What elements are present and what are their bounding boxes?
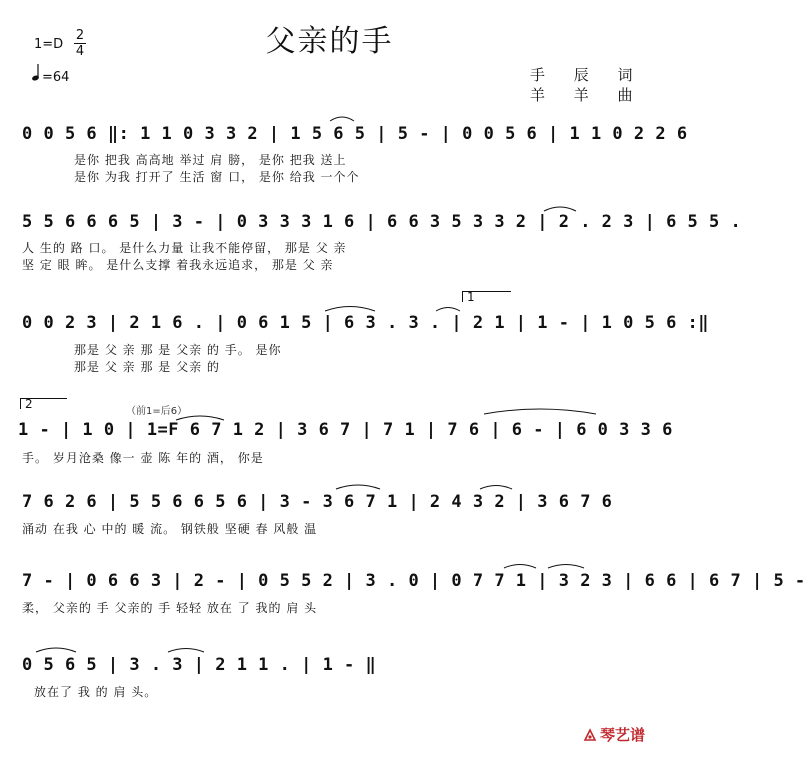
site-logo-text: 琴艺谱 <box>599 726 645 744</box>
notation-row-1: 0 0 5 6 ‖: 1 1 0 3 3 2 | 1 5 6 5 | 5 - | 0 0 5 6 | 1 1 0 2 2 6 <box>22 124 688 144</box>
lyricist-credit: 手 辰 词 <box>530 66 645 84</box>
notation-row-4: 1 - | 1 0 | 1=F 6 7 1 2 | 3 6 7 | 7 1 | 7 6 | 6 - | 6 0 3 3 6 <box>18 420 673 440</box>
time-signature-top: 2 <box>75 28 85 43</box>
lyric-row-5: 涌动 在我 心 中的 暖 流。 钢铁般 坚硬 春 风般 温 <box>22 522 318 536</box>
lyric-row-1-verse-2: 是你 为我 打开了 生活 窗 口， 是你 给我 一个个 <box>74 170 360 184</box>
lyric-row-3-verse-1: 那是 父 亲 那 是 父亲 的 手。 是你 <box>74 343 282 357</box>
lyric-row-2-verse-2: 坚 定 眼 眸。 是什么支撑 着我永远追求， 那是 父 亲 <box>22 258 334 272</box>
lyric-row-4: 手。 岁月沧桑 像一 壶 陈 年的 酒， 你是 <box>22 451 264 465</box>
time-signature-bottom: 4 <box>75 44 85 59</box>
music-logo-icon <box>583 728 597 742</box>
composer-credit: 羊 羊 曲 <box>530 86 645 104</box>
modulation-note: （前1=后6） <box>126 406 188 417</box>
notation-row-3: 0 0 2 3 | 2 1 6 . | 0 6 1 5 | 6 3 . 3 . | 2 1 | 1 - | 1 0 5 6 :‖ <box>22 313 710 333</box>
lyric-row-7: 放在了 我 的 肩 头。 <box>34 685 158 699</box>
notation-row-5: 7 6 2 6 | 5 5 6 6 5 6 | 3 - 3 6 7 1 | 2 4 3 2 | 3 6 7 6 <box>22 492 613 512</box>
lyric-row-1-verse-1: 是你 把我 高高地 举过 肩 膀， 是你 把我 送上 <box>74 153 347 167</box>
song-title: 父亲的手 <box>265 24 394 59</box>
notation-row-6: 7 - | 0 6 6 3 | 2 - | 0 5 5 2 | 3 . 0 | 0 7 7 1 | 3 2 3 | 6 6 | 6 7 | 5 - <box>22 571 806 591</box>
site-logo <box>583 724 645 745</box>
lyric-row-3-verse-2: 那是 父 亲 那 是 父亲 的 <box>74 360 220 374</box>
volta-1-number: 1 <box>467 290 475 304</box>
lyric-row-2-verse-1: 人 生的 路 口。 是什么力量 让我不能停留， 那是 父 亲 <box>22 241 347 255</box>
lyric-row-6: 柔， 父亲的 手 父亲的 手 轻轻 放在 了 我的 肩 头 <box>22 601 318 615</box>
volta-2-number: 2 <box>25 397 33 411</box>
tempo-value: =64 <box>42 70 70 85</box>
notation-row-7: 0 5 6 5 | 3 . 3 | 2 1 1 . | 1 - ‖ <box>22 655 377 675</box>
key-signature: 1=D <box>34 37 64 52</box>
notation-row-2: 5 5 6 6 6 5 | 3 - | 0 3 3 3 1 6 | 6 6 3 5 3 3 2 | 2 . 2 3 | 6 5 5 . <box>22 212 742 232</box>
